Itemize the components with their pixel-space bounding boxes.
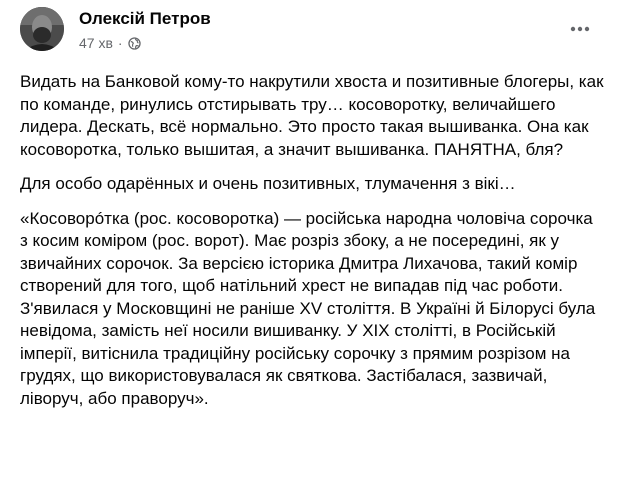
- more-options-icon: [570, 26, 590, 32]
- post-paragraph: «Косоворóтка (рос. косоворотка) — російська народна чоловіча сорочка з косим коміром (рос. ворот). Має розріз збоку, а не посередині, як у звичайних сорочок. За версією історика Дмитра Лихачова, такий комір створений для того, щоб натільний хрест не випадав під час роботи. З'явилася у Московщині не раніше XV століття. В Україні й Білорусі була невідома, замість неї носили вишиванку. У XIX столітті, в Російській імперії, витіснила традиційну російську сорочку з прямим розрізом на грудях, що використовувалася як святкова. Застібалася, зазвичай, ліворуч, або праворуч».: [20, 208, 596, 408]
- post-paragraph: Для особо одарённых и очень позитивных, тлумачення з вікі…: [20, 174, 516, 193]
- avatar[interactable]: [20, 7, 64, 51]
- profile-photo-icon: [20, 7, 64, 51]
- post-text: [20, 71, 605, 422]
- author-name[interactable]: Олексій Петров: [79, 9, 211, 28]
- post-time[interactable]: 47 хв: [79, 35, 113, 51]
- post-paragraph: Видать на Банковой кому-то накрутили хвоста и позитивные блогеры, как по команде, ринулись отстирывать тру… косоворотку, величайшего лидера. Дескать, всё нормально. Это просто такая вышиванка. Она как косоворотка, только вышитая, а значит вышиванка. ПАНЯТНА, бля?: [20, 72, 604, 159]
- globe-icon[interactable]: [128, 37, 141, 50]
- post-meta: [79, 34, 141, 52]
- more-options-button[interactable]: [568, 17, 592, 41]
- meta-separator: ·: [117, 35, 123, 51]
